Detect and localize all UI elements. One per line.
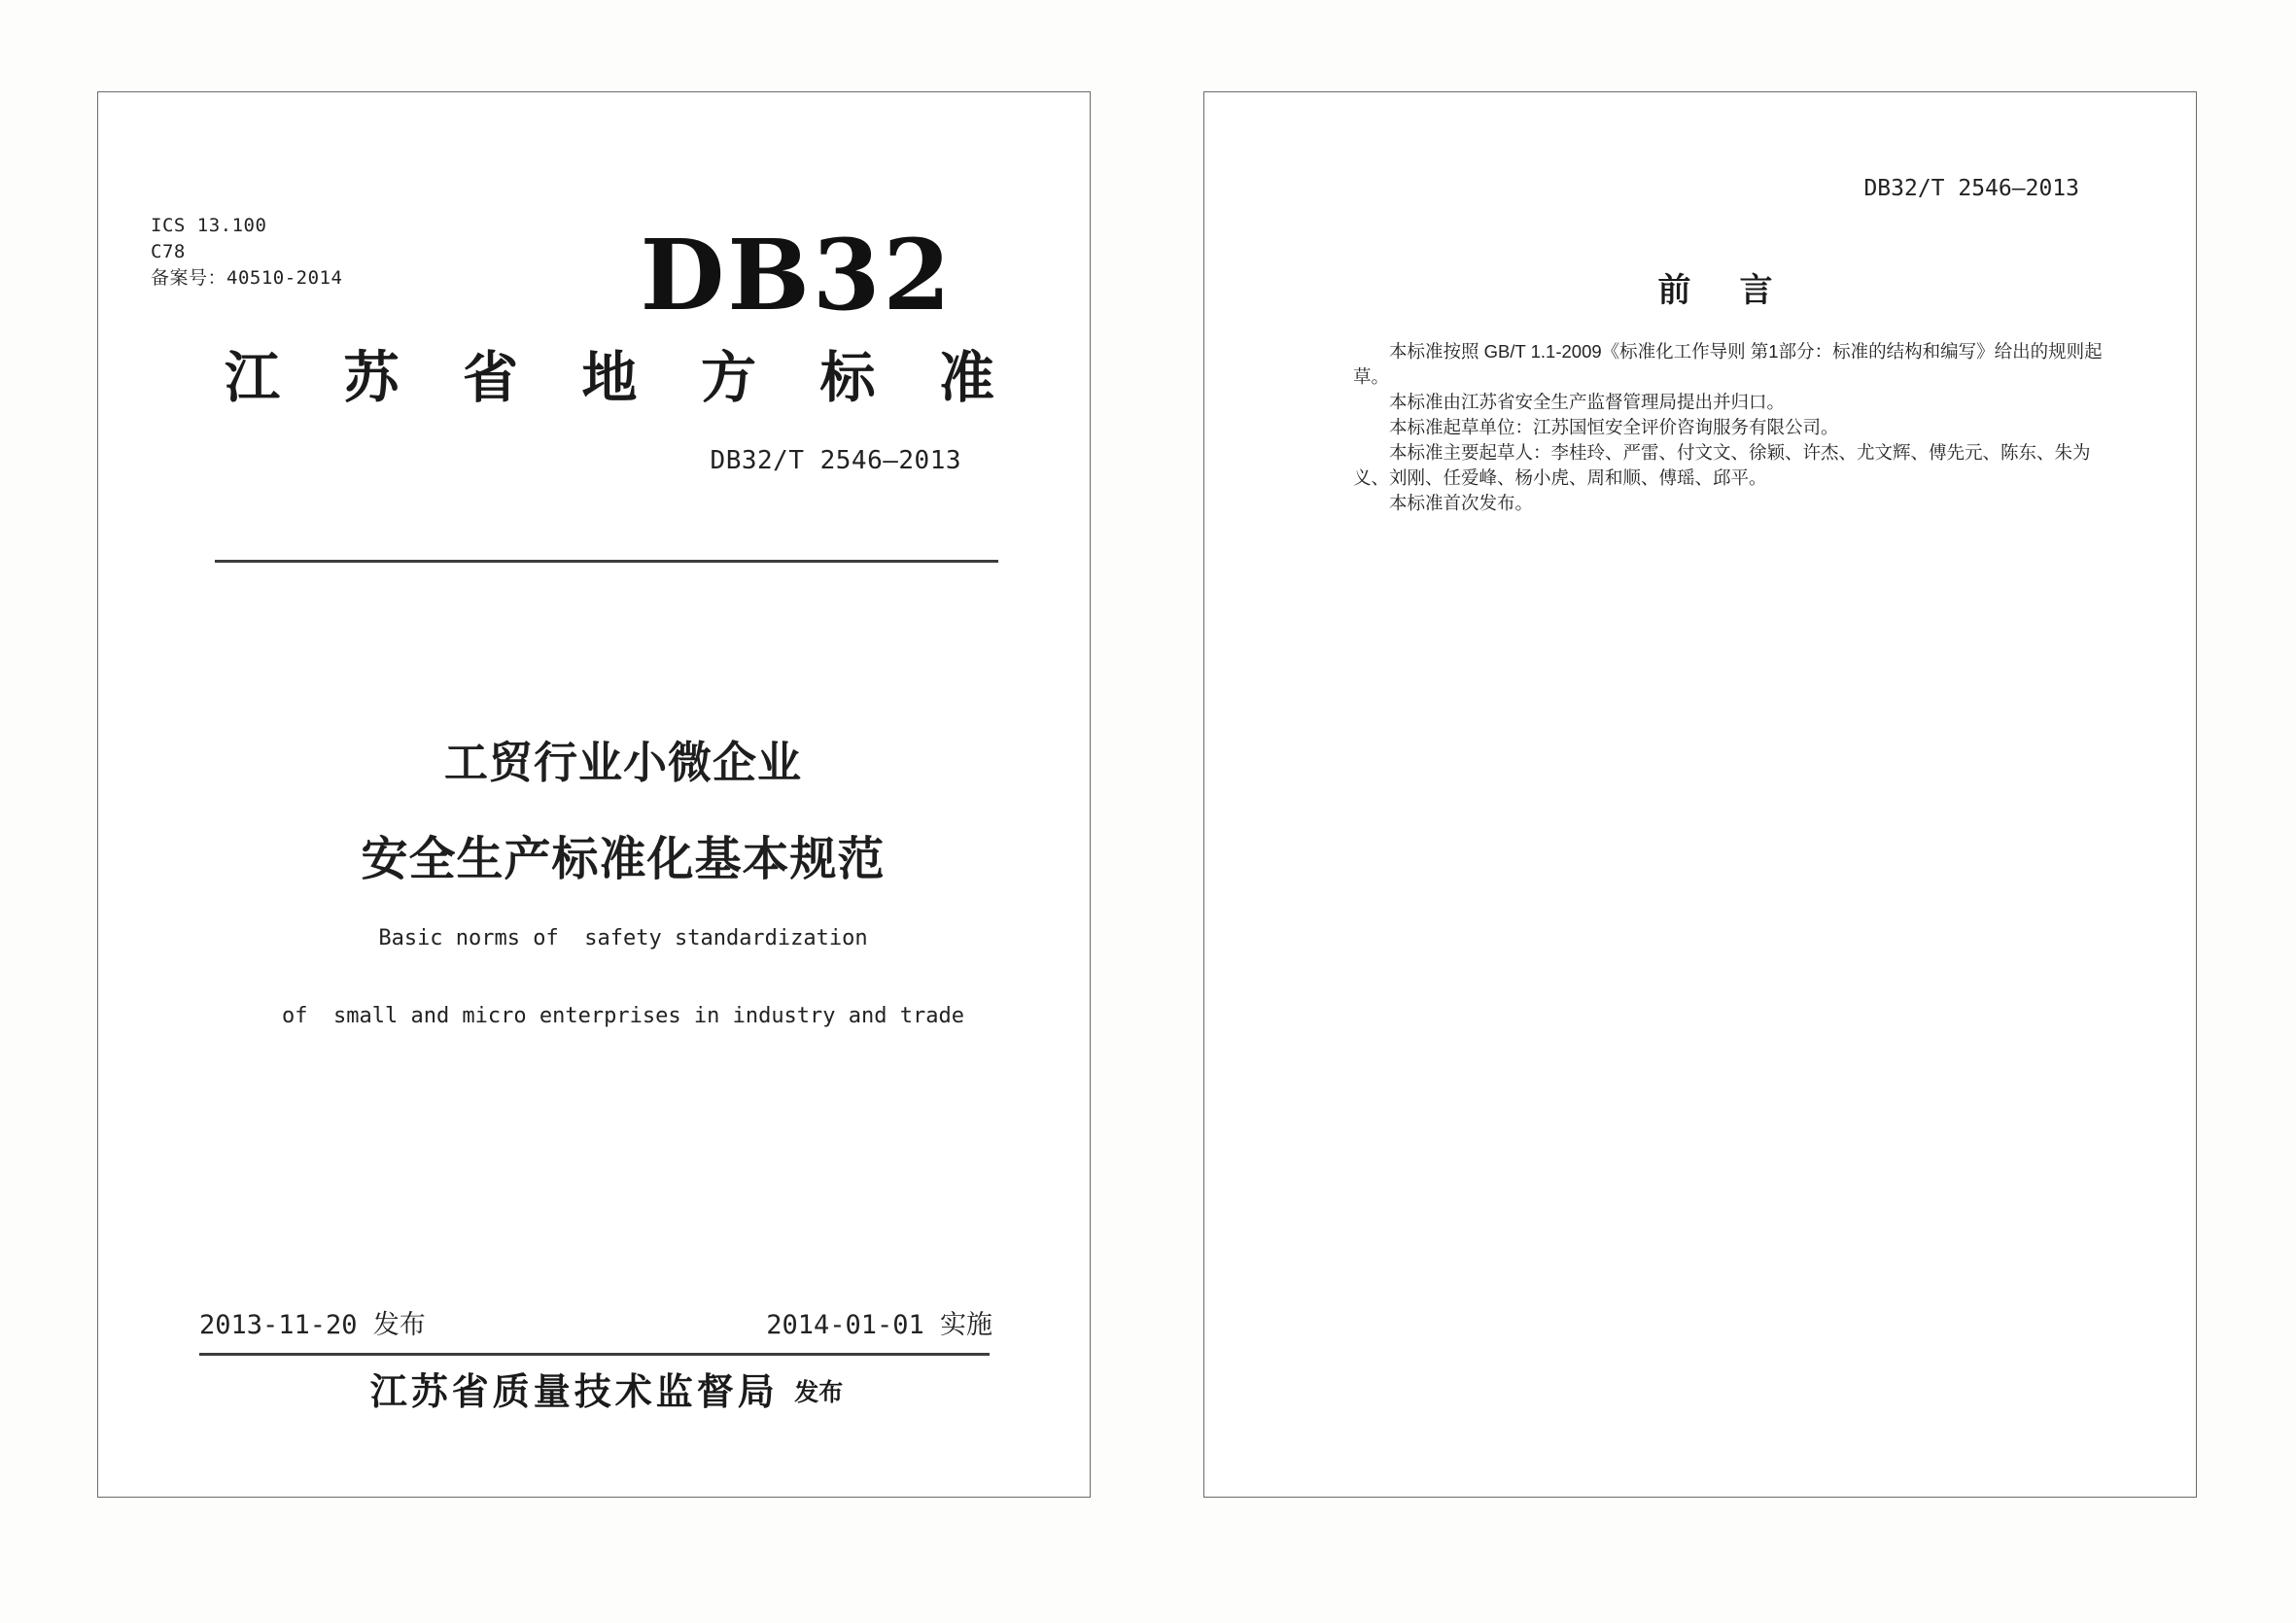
- standard-type-char: 标: [819, 347, 876, 409]
- foreword-line: 本标准按照 GB/T 1.1-2009《标准化工作导则 第1部分：标准的结构和编写》给出的规则起: [1389, 341, 2103, 362]
- title-english-line2: of small and micro enterprises in industry and trade: [282, 1004, 964, 1028]
- issuer-line: [215, 1362, 998, 1415]
- title-english-line1: Basic norms of safety standardization: [378, 926, 868, 950]
- foreword-line: 本标准起草单位：江苏国恒安全评价咨询服务有限公司。: [1389, 417, 1839, 437]
- standard-type-char: 方: [701, 347, 756, 409]
- standard-type-char: 地: [581, 347, 638, 409]
- foreword-line: 本标准首次发布。: [1389, 493, 1534, 513]
- foreword-line: 本标准由江苏省安全生产监督管理局提出并归口。: [1389, 392, 1786, 412]
- standard-type-char: 江: [225, 347, 280, 409]
- cover-bottom-rule: [199, 1353, 990, 1356]
- foreword-body: [1353, 339, 2103, 516]
- standard-type-char: 省: [463, 347, 518, 409]
- issuing-authority: 江苏省质量技术监督局: [369, 1372, 779, 1413]
- title-chinese-line2: 安全生产标准化基本规范: [361, 834, 886, 885]
- foreword-line: 义、刘刚、任爱峰、杨小虎、周和顺、傅瑶、邱平。: [1353, 467, 1767, 488]
- ccs-code: C78: [151, 241, 186, 262]
- foreword-line: 本标准主要起草人：李桂玲、严雷、付文文、徐颖、许杰、尤文辉、傅先元、陈东、朱为: [1389, 442, 2091, 463]
- issue-date: 2013-11-20 发布: [199, 1310, 426, 1340]
- foreword-heading: 前 言: [1657, 272, 1781, 309]
- ics-code: ICS 13.100: [151, 215, 267, 236]
- implementation-date: 2014-01-01 实施: [766, 1310, 992, 1340]
- issuer-suffix-label: 发布: [794, 1379, 844, 1406]
- title-chinese-line1: 工贸行业小微企业: [443, 738, 802, 787]
- standard-type-char: 准: [939, 347, 994, 409]
- standard-number: DB32/T 2546—2013: [710, 446, 961, 475]
- ics-classification-block: [151, 213, 342, 292]
- cover-top-rule: [215, 560, 998, 563]
- foreword-page: [1203, 91, 2197, 1498]
- standard-type-char: 苏: [343, 347, 400, 409]
- page-header-standard-number: DB32/T 2546—2013: [1863, 176, 2079, 201]
- db32-logo: DB32: [640, 218, 954, 332]
- standard-type-title: [225, 347, 994, 409]
- record-number: 备案号：40510-2014: [151, 267, 343, 289]
- cover-page: [97, 91, 1091, 1498]
- foreword-line: 草。: [1353, 366, 1390, 387]
